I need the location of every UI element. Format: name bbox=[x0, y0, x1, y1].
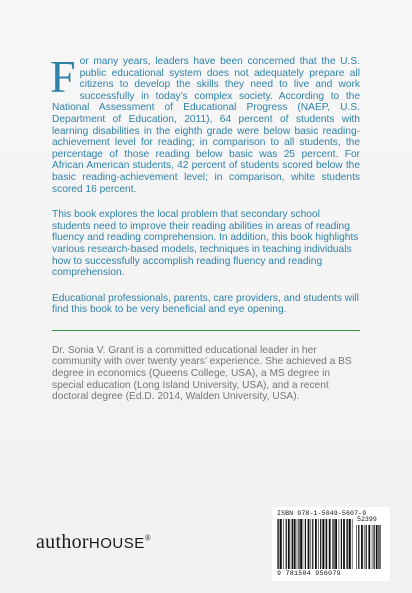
barcode-bars-icon bbox=[277, 519, 353, 569]
logo-author: author bbox=[36, 531, 89, 553]
barcode-box bbox=[272, 507, 390, 581]
addon-barcode-bars-icon bbox=[356, 525, 382, 569]
publisher-logo bbox=[36, 531, 151, 554]
blurb-paragraph-2: This book explores the local problem that secondary school students need to improve their reading abilities in areas of reading fluency and reading comprehension. In addition, this book highlights various research-based models, techniques in teaching individuals how to successfully accomplish reading fluency and reading comprehension. bbox=[52, 209, 359, 279]
blurb-section bbox=[50, 51, 360, 403]
blurb-paragraph-1 bbox=[50, 51, 360, 195]
drop-cap: F bbox=[50, 51, 76, 102]
section-divider bbox=[52, 330, 360, 331]
registered-mark: ® bbox=[144, 533, 152, 543]
logo-house: HOUSE bbox=[88, 535, 145, 552]
blurb-paragraph-1-text: or many years, leaders have been concerned that the U.S. public educational system does not adequately prepare all citizens to develop the skills they need to live and work successfully in today’s complex society. According to the National Assessment of Educational Progress (NAEP, U.S. Department of Education, 2011), 64 percent of students with learning disabilities in the eighth grade were below basic reading-achievement level for reading; in comparison to all students, the percentage of those reading below basic was 25 percent. For African American students, 42 percent of students scored below the basic reading-achievement level; in comparison, white students scored 16 percent. bbox=[52, 56, 360, 195]
isbn-text: ISBN 978-1-5049-5607-9 bbox=[277, 510, 367, 517]
addon-number: 52399 bbox=[357, 516, 377, 523]
barcode-digits: 9 781504 956079 bbox=[277, 570, 341, 577]
blurb-paragraph-3: Educational professionals, parents, care providers, and students will find this book to be very beneficial and eye opening. bbox=[52, 292, 359, 316]
author-bio: Dr. Sonia V. Grant is a committed educational leader in her community with over twenty years’ experience. She achieved a BS degree in economics (Queens College, USA), a MS degree in special education (Long Island University, USA), and a recent doctoral degree (Ed.D. 2014, Walden University, USA). bbox=[52, 344, 352, 403]
addon-barcode bbox=[356, 516, 382, 569]
